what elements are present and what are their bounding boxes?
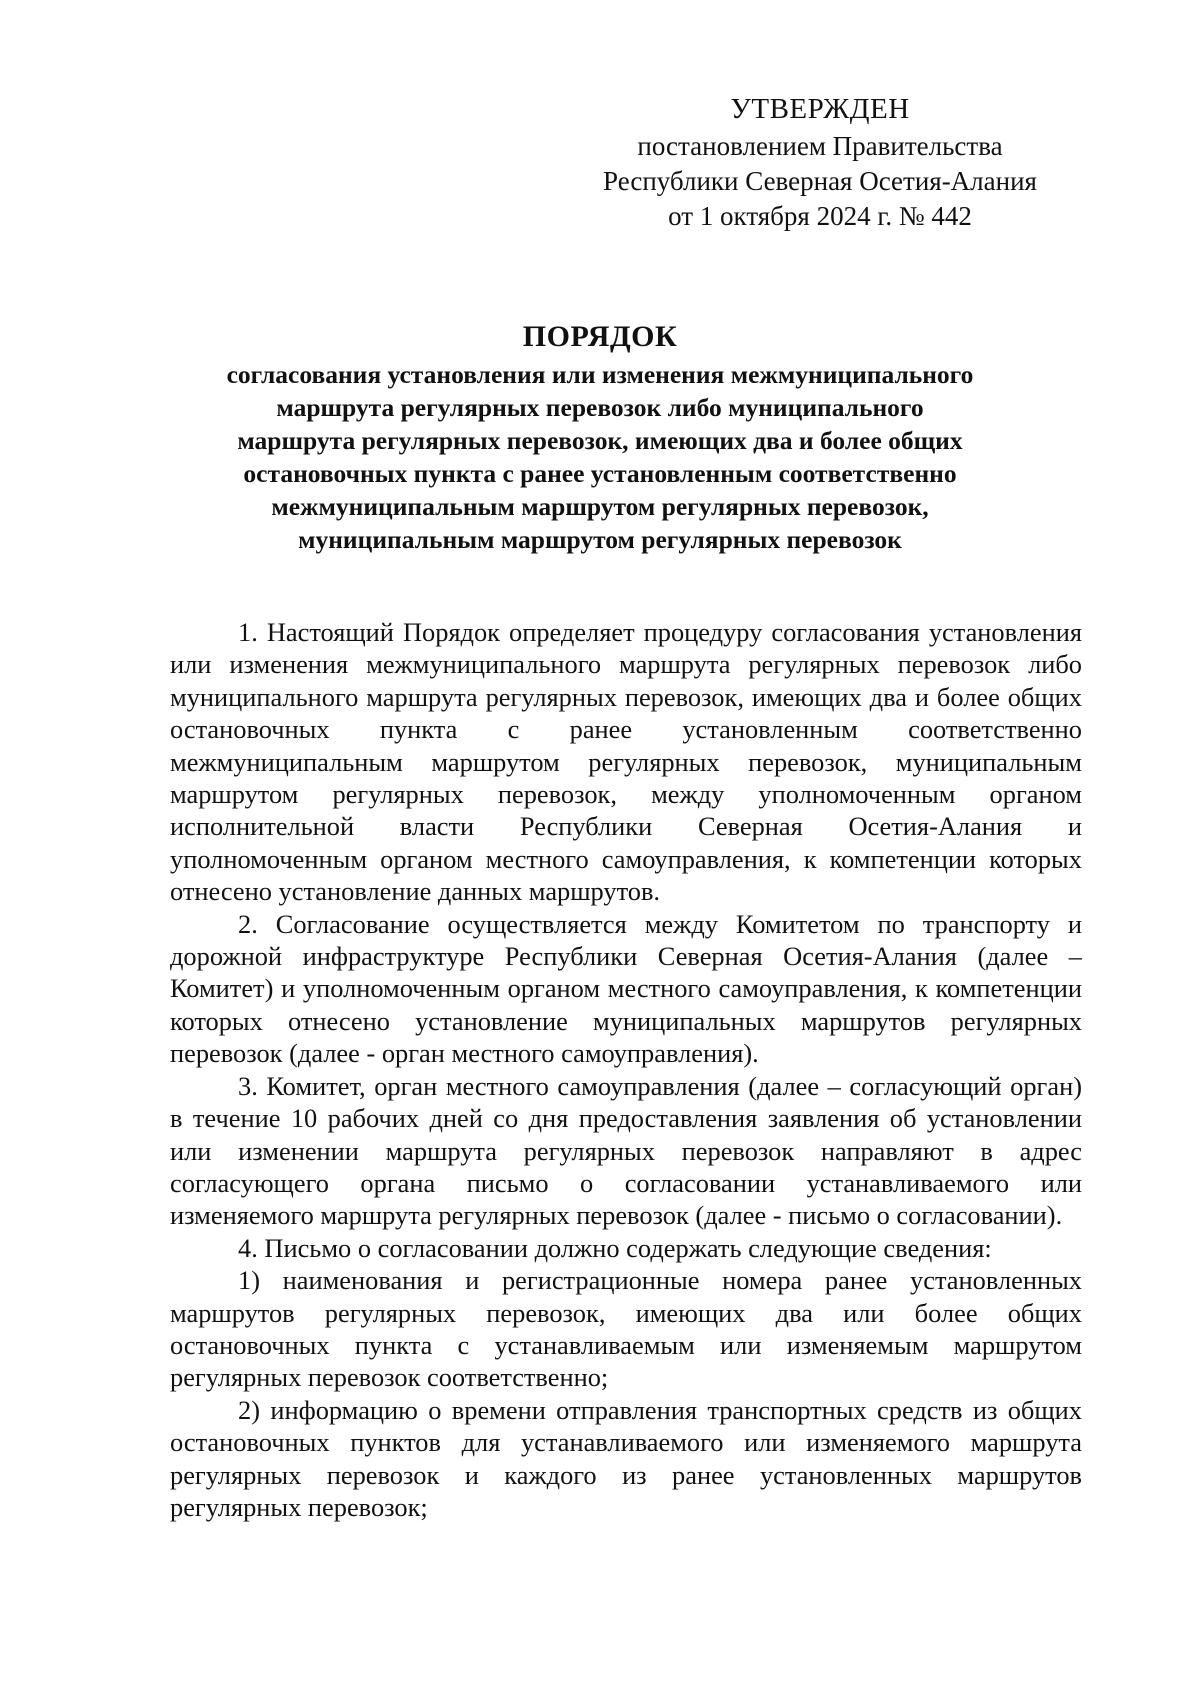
approval-line-3: от 1 октября 2024 г. № 442 xyxy=(668,201,972,231)
document-subtitle xyxy=(150,358,1050,556)
document-body xyxy=(170,616,1082,1523)
paragraph-1: 1. Настоящий Порядок определяет процедуру согласования установления или изменения межмуниципального маршрута регулярных перевозок либо муниципального маршрута регулярных перевозок, имеющих два и более общих остановочных пункта с ранее установленным соответственно межмуниципальным маршрутом регулярных перевозок, муниципальным маршрутом регулярных перевозок, между уполномоченным органом исполнительной власти Республики Северная Осетия-Алания и уполномоченным органом местного самоуправления, к компетенции которых отнесено установление данных маршрутов. xyxy=(170,617,1082,907)
subtitle-line: согласования установления или изменения межмуниципального xyxy=(226,360,974,389)
paragraph-4-item-2: 2) информацию о времени отправления транспортных средств из общих остановочных пунктов для устанавливаемого или изменяемого маршрута регулярных перевозок и каждого из ранее установленных маршрутов регулярных перевозок; xyxy=(170,1394,1082,1522)
document-title: ПОРЯДОК xyxy=(522,320,678,353)
subtitle-line: остановочных пункта с ранее установленным соответственно xyxy=(243,459,957,488)
subtitle-line: маршрута регулярных перевозок, имеющих два и более общих xyxy=(237,426,963,455)
subtitle-line: маршрута регулярных перевозок либо муниципального xyxy=(276,393,924,422)
subtitle-line: межмуниципальным маршрутом регулярных перевозок, xyxy=(271,492,929,521)
subtitle-line: муниципальным маршрутом регулярных перевозок xyxy=(298,525,902,554)
paragraph-4: 4. Письмо о согласовании должно содержать следующие сведения: xyxy=(238,1232,992,1263)
approval-line-2: Республики Северная Осетия-Алания xyxy=(603,166,1037,196)
paragraph-4-item-1: 1) наименования и регистрационные номера ранее установленных маршрутов регулярных перевозок, имеющих два или более общих остановочных пункта с устанавливаемым или изменяемым маршрутом регулярных перевозок соответственно; xyxy=(170,1265,1082,1393)
approval-title: УТВЕРЖДЕН xyxy=(730,93,910,125)
approval-stamp xyxy=(560,92,1080,234)
approval-line-1: постановлением Правительства xyxy=(637,131,1003,161)
paragraph-2: 2. Согласование осуществляется между Комитетом по транспорту и дорожной инфраструктуре Республики Северная Осетия-Алания (далее – Комитет) и уполномоченным органом местного самоуправления, к компетенции которых отнесено установление муниципальных маршрутов регулярных перевозок (далее - орган местного самоуправления). xyxy=(170,908,1082,1069)
document-heading xyxy=(150,318,1050,556)
paragraph-3: 3. Комитет, орган местного самоуправления (далее – согласующий орган) в течение 10 рабочих дней со дня предоставления заявления об установлении или изменении маршрута регулярных перевозок направляют в адрес согласующего органа письмо о согласовании устанавливаемого или изменяемого маршрута регулярных перевозок (далее - письмо о согласовании). xyxy=(170,1070,1082,1231)
